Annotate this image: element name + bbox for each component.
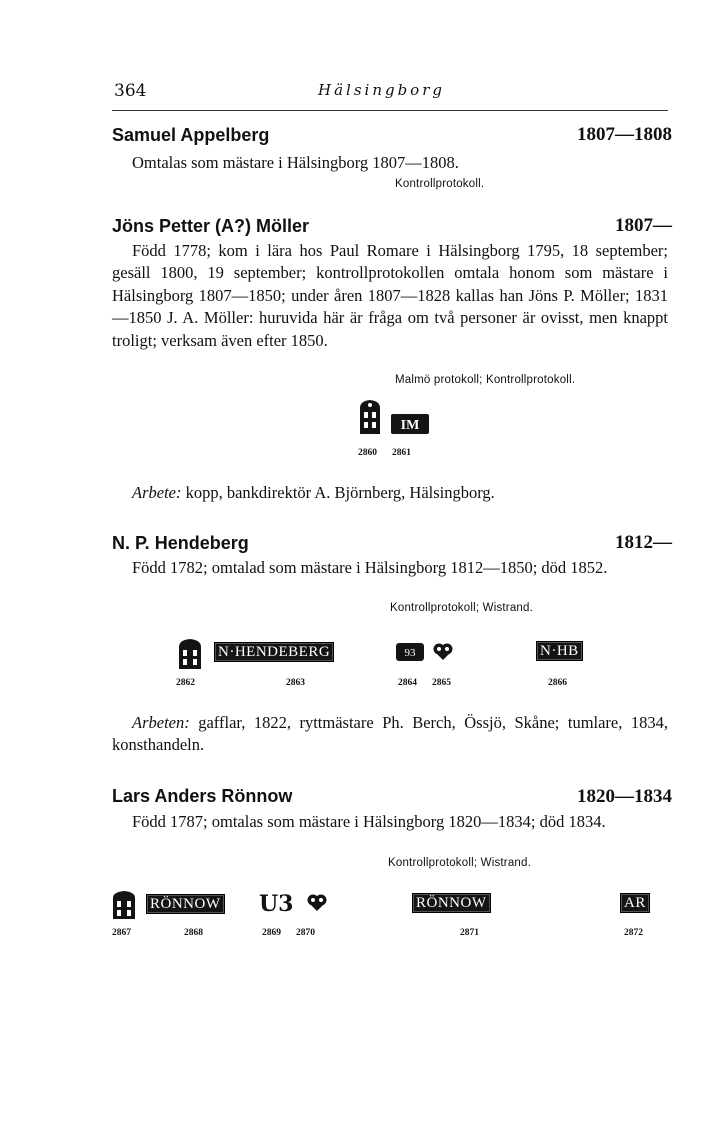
mark-number: 2860 bbox=[358, 448, 377, 458]
header-rule bbox=[112, 110, 668, 111]
mark-number: 2864 bbox=[398, 678, 417, 688]
mark-number: 2867 bbox=[112, 928, 131, 938]
page-number: 364 bbox=[114, 81, 147, 101]
entry-name: N. P. Hendeberg bbox=[112, 533, 249, 553]
hallmark-initials: AR bbox=[620, 893, 650, 913]
entry-name: Jöns Petter (A?) Möller bbox=[112, 216, 310, 236]
entry-years: 1807— bbox=[615, 215, 672, 236]
hallmark-town-crest bbox=[176, 638, 204, 674]
mark-number: 2866 bbox=[548, 678, 567, 688]
entry-years: 1807—1808 bbox=[577, 124, 672, 145]
hallmark-town-crest bbox=[356, 398, 384, 440]
work-label: Arbeten: bbox=[132, 713, 190, 732]
hallmark-maker-name: RÖNNOW bbox=[146, 894, 225, 914]
entry-source: Kontrollprotokoll; Wistrand. bbox=[390, 602, 534, 614]
entry-source: Kontrollprotokoll. bbox=[395, 178, 485, 190]
mark-number: 2872 bbox=[624, 928, 643, 938]
entry-work bbox=[112, 712, 668, 756]
hallmark-maker-name: N·HENDEBERG bbox=[214, 642, 334, 662]
mark-number: 2863 bbox=[286, 678, 305, 688]
svg-text:IM: IM bbox=[400, 418, 420, 433]
entry-work bbox=[132, 482, 672, 504]
hallmark-crowns bbox=[432, 640, 454, 666]
mark-number: 2869 bbox=[262, 928, 281, 938]
entry-source: Kontrollprotokoll; Wistrand. bbox=[388, 857, 532, 869]
svg-text:93: 93 bbox=[404, 647, 416, 659]
entry-years: 1820—1834 bbox=[577, 786, 672, 807]
entry-body: Född 1787; omtalas som mästare i Hälsingborg 1820—1834; död 1834. bbox=[132, 812, 606, 831]
hallmark-maker-name: RÖNNOW bbox=[412, 893, 491, 913]
work-label: Arbete: bbox=[132, 483, 182, 502]
entry-body: Omtalas som mästare i Hälsingborg 1807—1808. bbox=[132, 153, 459, 172]
hallmark-maker-im bbox=[390, 413, 430, 439]
mark-number: 2871 bbox=[460, 928, 479, 938]
entry-body: Född 1782; omtalad som mästare i Hälsingborg 1812—1850; död 1852. bbox=[132, 558, 608, 577]
mark-number: 2868 bbox=[184, 928, 203, 938]
hallmark-date-letter bbox=[395, 642, 425, 666]
hallmark-crowns bbox=[306, 891, 328, 917]
entry-name: Lars Anders Rönnow bbox=[112, 786, 293, 806]
mark-number: 2865 bbox=[432, 678, 451, 688]
entry-source: Malmö protokoll; Kontrollprotokoll. bbox=[395, 374, 576, 386]
work-text: kopp, bankdirektör A. Björnberg, Hälsingborg. bbox=[185, 483, 495, 502]
hallmark-initials: N·HB bbox=[536, 641, 583, 661]
work-text: gafflar, 1822, ryttmästare Ph. Berch, Össjö, Skåne; tumlare, 1834, konsthandeln. bbox=[112, 713, 668, 754]
mark-number: 2861 bbox=[392, 448, 411, 458]
running-title: Hälsingborg bbox=[318, 81, 445, 99]
hallmark-town-crest bbox=[110, 890, 138, 924]
entry-body: Född 1778; kom i lära hos Paul Romare i Hälsingborg 1795, 18 september; gesäll 1800, 19 september; kontrollprotokollen omtala honom som mästare i Hälsingborg 1807—1850; under åren 1807—1828 kallas han Jöns P. Möller; 1831—1850 J. A. Möller: huruvida här är fråga om två personer är ovisst, men knappt troligt; verksam även efter 1850. bbox=[112, 241, 668, 350]
entry-years: 1812— bbox=[615, 532, 672, 553]
mark-number: 2862 bbox=[176, 678, 195, 688]
mark-number: 2870 bbox=[296, 928, 315, 938]
entry-name: Samuel Appelberg bbox=[112, 125, 270, 145]
hallmark-date-letter: U3 bbox=[259, 891, 294, 917]
